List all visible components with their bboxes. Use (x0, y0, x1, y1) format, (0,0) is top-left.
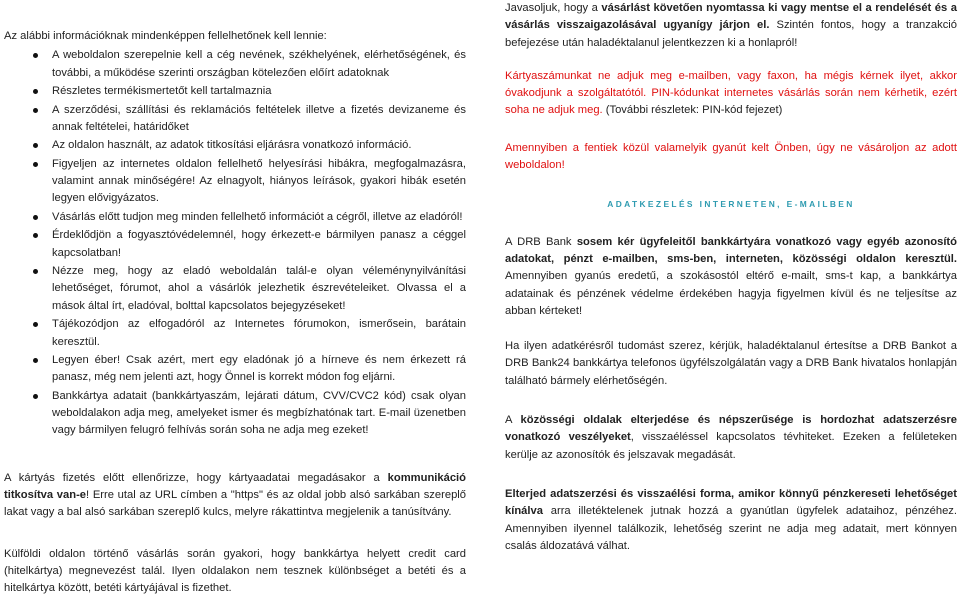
pin-note: (További részletek: PIN-kód fejezet) (602, 104, 783, 117)
section-heading: ADATKEZELÉS INTERNETEN, E-MAILBEN (607, 199, 855, 210)
encryption-text-end: ! Erre utal az URL címben a "https" és az oldal jobb alsó sarkában szereplő lakat vagy a bal alsó sarkában szereplő kulcs, melyre rákattintva megjelenik a tanúsítvány. (4, 489, 467, 519)
social-media-text-end: , visszaéléssel kapcsolatos tévhiteket. Ezeken a felületeken kerülje az azonosítók és jelszavak megadását. (505, 431, 957, 461)
list-item: Érdeklődjön a fogyasztóvédelemnél, hogy érkezett-e bármilyen panasz a céggel kapcsolatban! (4, 227, 466, 262)
list-item: Vásárlás előtt tudjon meg minden fellelhető információt a cégről, illetve az eladóról! (4, 209, 466, 226)
bank-policy-bold: sosem kér ügyfeleitől bankkártyára vonatkozó vagy egyéb azonosító adatokat, pénzt e-mailben, sms-ben, interneten, közösségi oldalon keresztül. (505, 235, 957, 265)
bank-policy-paragraph (505, 234, 957, 320)
report-paragraph: Ha ilyen adatkérésről tudomást szerez, kérjük, haladéktalanul értesítse a DRB Bankot a DRB Bank24 bankkártya telefonos ügyfélszolgálatán vagy a DRB Bank hivatalos honlapján található bármely elérhetőségén. (505, 340, 957, 387)
fraud-bold: Elterjed adatszerzési és visszaélési forma, amikor könnyű pénzkereseti lehetőséget kínálva (505, 487, 957, 518)
requirements-list (4, 47, 466, 439)
list-item: Az oldalon használt, az adatok titkosítási eljárásra vonatkozó információ. (4, 137, 466, 154)
encryption-text: A kártyás fizetés előtt ellenőrizze, hogy kártyaadatai megadásakor a (4, 471, 388, 484)
fraud-text: arra illetéktelenek jutnak hozzá a gyanútlan ügyfelek adataihoz, pénzéhez. Amennyiben ilyennel találkozik, lehetőség szerint ne adja meg adatait, mert könnyen csalás áldozatává válhat. (505, 505, 957, 552)
left-column (4, 0, 466, 597)
list-item: Figyeljen az internetes oldalon fellelhető helyesírási hibákra, megfogalmazásra, valamint annak minőségére! Az elnagyolt, hiányos leírások, gyakori hibák esetén legyen elővigyázatos. (4, 156, 466, 208)
list-item: A szerződési, szállítási és reklamációs feltételek illetve a fizetés devizaneme és annak feltételei, határidőket (4, 102, 466, 137)
right-column (505, 0, 957, 555)
save-order-paragraph (505, 0, 957, 52)
social-media-text: A (505, 414, 521, 427)
save-order-text-end: Szintén fontos, hogy a tranzakció befejezése után haladéktalanul jelentkezzen ki a honlapról! (505, 19, 957, 49)
intro-text: Az alábbi információknak mindenképpen fellelhetőnek kell lennie: (4, 30, 327, 42)
save-order-bold: vásárlást követően nyomtassa ki vagy mentse el a rendelését és a vásárlás visszaigazolásával ugyanígy járjon el. (505, 2, 957, 32)
social-media-paragraph (505, 412, 957, 464)
list-item: Nézze meg, hogy az eladó weboldalán talál-e olyan véleménynyilvánítási lehetőséget, fórumot, ahol a vásárlók jelezhetik észrevételeiket. Olvassa el a mások által írt, eladóval, bolttal kapcsolatos bejegyzéseket! (4, 263, 466, 315)
bank-policy-text-end: Amennyiben gyanús eredetű, a szokásostól eltérő e-mailt, sms-t kap, a bankkártya adatainak és pénzének védelme érdekében hagyja figyelmen kívül és ne teljesítse az abban kérteket! (505, 270, 957, 317)
social-media-bold: közösségi oldalak elterjedése és népszerűsége is hordozhat adatszerzésre vonatkozó veszélyeket (505, 414, 957, 444)
bank-policy-text: A DRB Bank (505, 235, 577, 248)
encryption-paragraph (4, 470, 466, 522)
list-item: Legyen éber! Csak azért, mert egy eladónak jó a hírneve és nem érkezett rá panasz, még nem jelenti azt, hogy Önnel is korrekt módon fog eljárni. (4, 352, 466, 387)
list-item: Részletes termékismertetőt kell tartalmaznia (4, 83, 466, 100)
card-warning-text: Kártyaszámunkat ne adjuk meg e-mailben, vagy faxon, ha mégis kérnek ilyet, akkor óvakodjunk a szolgáltatótól. PIN-kódunkat internetes vásárlás során nem kérhetik, ezért soha ne adjuk meg. (505, 69, 957, 117)
list-item: Bankkártya adatait (bankkártyaszám, lejárati dátum, CVV/CVC2 kód) csak olyan weboldalakon adja meg, amelyeket ismer és megbízhatónak tart. E-mail üzenetben vagy bármilyen felugró felhívás során soha ne adja meg ezeket! (4, 388, 466, 440)
list-item: Tájékozódjon az elfogadóról az Internetes fórumokon, ismerősein, barátain keresztül. (4, 316, 466, 351)
suspicion-warning: Amennyiben a fentiek közül valamelyik gyanút kelt Önben, úgy ne vásároljon az adott weboldalon! (505, 141, 957, 172)
foreign-site-paragraph: Külföldi oldalon történő vásárlás során gyakori, hogy bankkártya helyett credit card (hitelkártya) megnevezést talál. Ilyen oldalakon nem tesznek különbséget a betéti és a hitelkártya között, betéti kártyájával is fizethet. (4, 547, 466, 595)
list-item: A weboldalon szerepelnie kell a cég nevének, székhelyének, elérhetőségének, és további, a működése szerinti országban kötelezően előírt adatoknak (4, 47, 466, 82)
encryption-bold: kommunikáció titkosítva van-e (4, 471, 466, 501)
save-order-text: Javasoljuk, hogy a (505, 2, 602, 14)
fraud-paragraph (505, 486, 957, 555)
card-warning-paragraph (505, 68, 957, 120)
